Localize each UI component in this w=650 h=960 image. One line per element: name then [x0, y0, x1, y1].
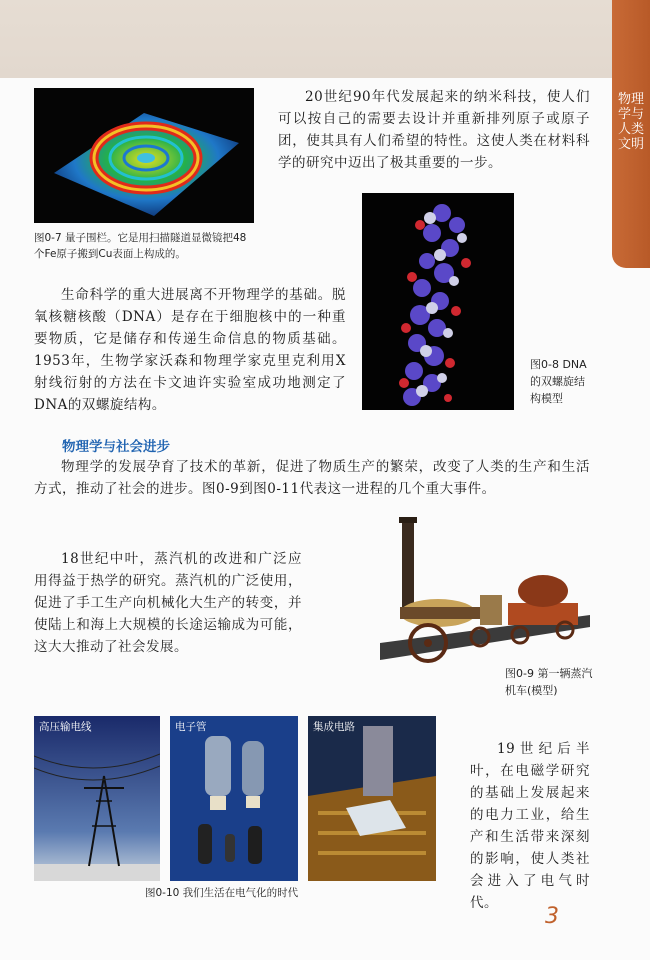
section-heading: 物理学与社会进步	[62, 439, 170, 455]
steam-locomotive-image	[380, 515, 590, 663]
high-voltage-label: 高压输电线	[39, 721, 92, 733]
chapter-side-tab-label: 物理学与人类文明	[617, 92, 644, 152]
quantum-corral-image	[34, 88, 254, 223]
fig-0-9-caption: 图0-9 第一辆蒸汽机车(模型)	[505, 667, 593, 697]
high-voltage-lines-image	[34, 716, 160, 881]
steam-paragraph: 18世纪中叶，蒸汽机的改进和广泛应用得益于热学的研究。蒸汽机的广泛使用，促进了手工生产向机械化大生产的转变，并使陆上和海上大规模的长途运输成为可能，这大大推动了社会发展。	[34, 551, 302, 655]
page-number: 3	[545, 904, 559, 929]
fig-0-8-caption: 图0-8 DNA的双螺旋结构模型	[530, 358, 587, 405]
electric-paragraph: 19世纪后半叶，在电磁学研究的基础上发展起来的电力工业，给生产和生活带来深刻的影响，使人类社会进入了电气时代。	[470, 741, 590, 911]
dna-model-image	[362, 193, 514, 410]
vacuum-tube-label: 电子管	[175, 721, 207, 733]
section-paragraph: 物理学的发展孕育了技术的革新，促进了物质生产的繁荣，改变了人类的生产和生活方式，推动了社会的进步。图0-9到图0-11代表这一进程的几个重大事件。	[34, 459, 590, 497]
top-margin-band	[0, 0, 650, 78]
integrated-circuit-label: 集成电路	[313, 721, 355, 733]
nano-paragraph: 20世纪90年代发展起来的纳米科技，使人们可以按自己的需要去设计并重新排列原子或原子团，使其具有人们希望的特性。这使人类在材料科学的研究中迈出了极其重要的一步。	[278, 89, 590, 171]
vacuum-tubes-image	[170, 716, 298, 881]
fig-0-7-caption: 图0-7 量子围栏。它是用扫描隧道显微镜把48个Fe原子搬到Cu表面上构成的。	[34, 232, 247, 260]
fig-0-10-caption: 图0-10 我们生活在电气化的时代	[145, 887, 299, 899]
dna-paragraph: 生命科学的重大进展离不开物理学的基础。脱氧核糖核酸（DNA）是存在于细胞核中的一种重要物质，它是储存和传递生命信息的物质基础。1953年，生物学家沃森和物理学家克里克利用X射线衍射的方法在卡文迪许实验室成功地测定了DNA的双螺旋结构。	[34, 287, 346, 413]
integrated-circuit-image	[308, 716, 436, 881]
